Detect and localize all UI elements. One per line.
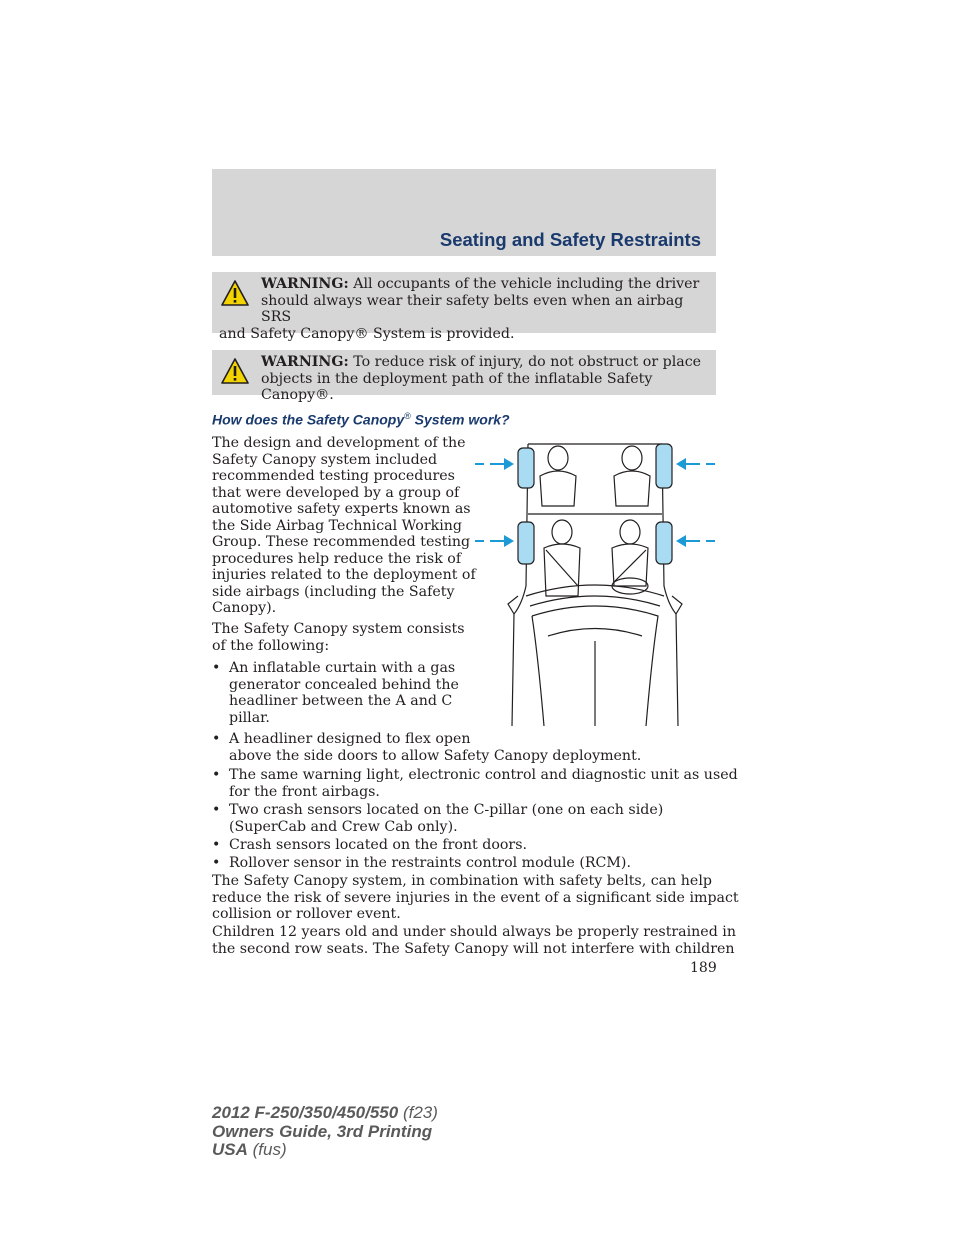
warning-text: All occupants of the vehicle including the driver [348,276,700,292]
warning-box-seatbelts [212,272,716,342]
safety-canopy-vehicle-illustration [470,436,720,726]
list-item: • An inflatable curtain with a gas generator concealed behind the headliner between the A and C pillar. [212,660,459,726]
warning-triangle-icon [221,279,249,307]
airbag-rear-right [656,444,672,488]
warning-label: WARNING: [261,354,349,370]
list-item: • Two crash sensors located on the C-pillar (one on each side) (SuperCab and Crew Cab only). [212,802,664,835]
paragraph-combination: The Safety Canopy system, in combination with safety belts, can help reduce the risk of severe injuries in the event of a significant side impact collision or rollover event. [212,873,739,922]
subsection-heading: How does the Safety Canopy® System work? [212,411,510,428]
airbag-front-right [656,522,672,564]
section-title: Seating and Safety Restraints [439,229,701,250]
document-footer: 2012 F-250/350/450/550 (f23) Owners Guide, 3rd Printing USA (fus) [212,1103,438,1159]
paragraph-design: The design and development of the Safety Canopy system included recommended testing procedures that were developed by a group of automotive safety experts known as the Side Airbag Technical Working Group. These recommended testing procedures help reduce the risk of injuries related to the deployment of side airbags (including the Safety Canopy). [212,435,476,616]
list-item: • Rollover sensor in the restraints control module (RCM). [212,855,631,871]
warning-text: should always wear their safety belts even when an airbag SRS [261,292,684,325]
section-header-banner [212,169,716,256]
paragraph-children: Children 12 years old and under should always be properly restrained in the second row seats. The Safety Canopy will not interfere with children [212,924,736,957]
list-item: • Crash sensors located on the front doors. [212,837,527,853]
airbag-rear-left [518,448,534,488]
warning-label: WARNING: [261,276,349,292]
page-number: 189 [690,960,717,976]
paragraph-consists: The Safety Canopy system consists of the following: [212,621,465,654]
list-item: • The same warning light, electronic control and diagnostic unit as used for the front airbags. [212,767,738,800]
warning-text: To reduce risk of injury, do not obstruct or place [348,354,702,370]
airbag-front-left [518,522,534,564]
warning-text: and Safety Canopy® System is provided. [219,325,515,342]
warning-triangle-icon [221,357,249,385]
list-item: • A headliner designed to flex open above the side doors to allow Safety Canopy deployment. [212,731,642,764]
warning-text: objects in the deployment path of the inflatable Safety Canopy®. [261,370,653,403]
warning-box-obstruction [212,350,716,403]
